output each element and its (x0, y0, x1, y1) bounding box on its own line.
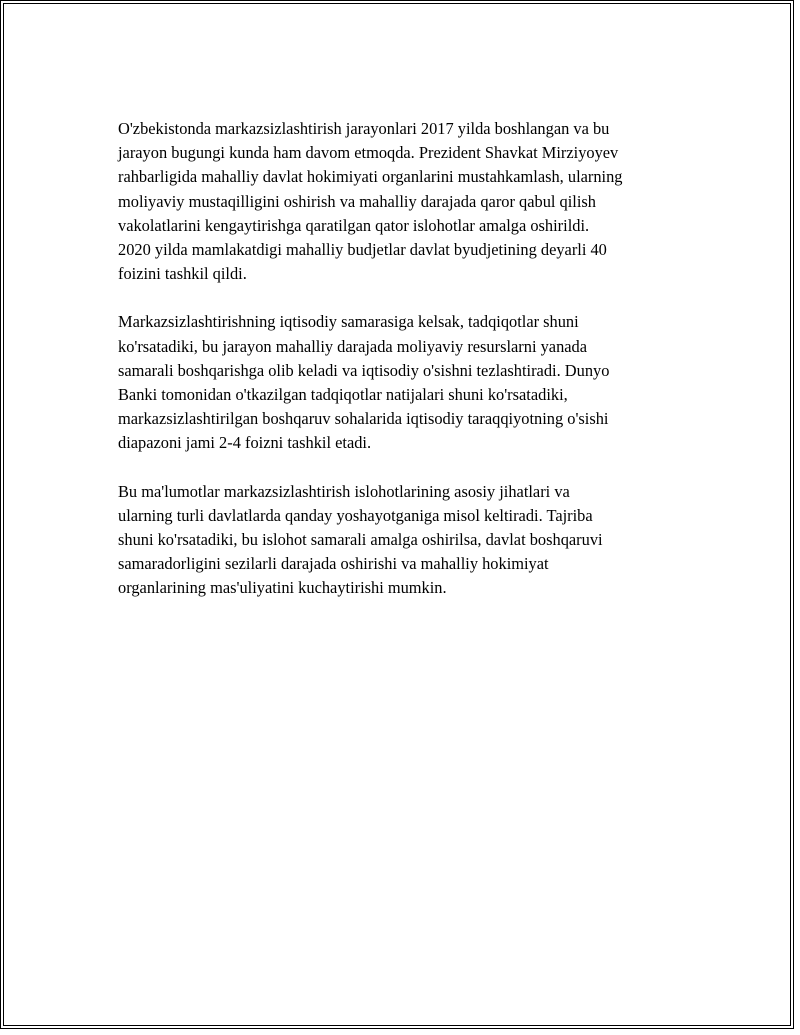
paragraph-1 (118, 117, 678, 286)
text-line: markazsizlashtirilgan boshqaruv sohalarida iqtisodiy taraqqiyotning o'sishi (118, 409, 609, 429)
text-line: 2020 yilda mamlakatdigi mahalliy budjetlar davlat byudjetining deyarli 40 (118, 240, 607, 260)
text-line: diapazoni jami 2-4 foizni tashkil etadi. (118, 433, 372, 453)
text-line: Bu ma'lumotlar markazsizlashtirish islohotlarining asosiy jihatlari va (118, 481, 570, 501)
text-line: Markazsizlashtirishning iqtisodiy samarasiga kelsak, tadqiqotlar shuni (118, 312, 579, 332)
text-line: samaradorligini sezilarli darajada oshirishi va mahalliy hokimiyat (118, 554, 549, 574)
document-body (118, 117, 678, 625)
text-line: vakolatlarini kengaytirishga qaratilgan qator islohotlar amalga oshirildi. (118, 215, 590, 235)
paragraph-2 (118, 310, 678, 455)
text-line: jarayon bugungi kunda ham davom etmoqda. Prezident Shavkat Mirziyoyev (118, 143, 619, 163)
text-line: ko'rsatadiki, bu jarayon mahalliy darajada moliyaviy resurslarni yanada (118, 336, 588, 356)
text-line: organlarining mas'uliyatini kuchaytirishi mumkin. (118, 578, 447, 598)
text-line: ularning turli davlatlarda qanday yoshayotganiga misol keltiradi. Tajriba (118, 505, 593, 525)
text-line: moliyaviy mustaqilligini oshirish va mahalliy darajada qaror qabul qilish (118, 191, 596, 211)
text-line: shuni ko'rsatadiki, bu islohot samarali amalga oshirilsa, davlat boshqaruvi (118, 530, 603, 550)
text-line: rahbarligida mahalliy davlat hokimiyati organlarini mustahkamlash, ularning (118, 167, 623, 187)
text-line: foizini tashkil qildi. (118, 264, 247, 284)
paragraph-3 (118, 480, 678, 601)
text-line: Banki tomonidan o'tkazilgan tadqiqotlar natijalari shuni ko'rsatadiki, (118, 385, 568, 405)
text-line: O'zbekistonda markazsizlashtirish jarayonlari 2017 yilda boshlangan va bu (118, 119, 610, 138)
text-line: samarali boshqarishga olib keladi va iqtisodiy o'sishni tezlashtiradi. Dunyo (118, 360, 610, 380)
